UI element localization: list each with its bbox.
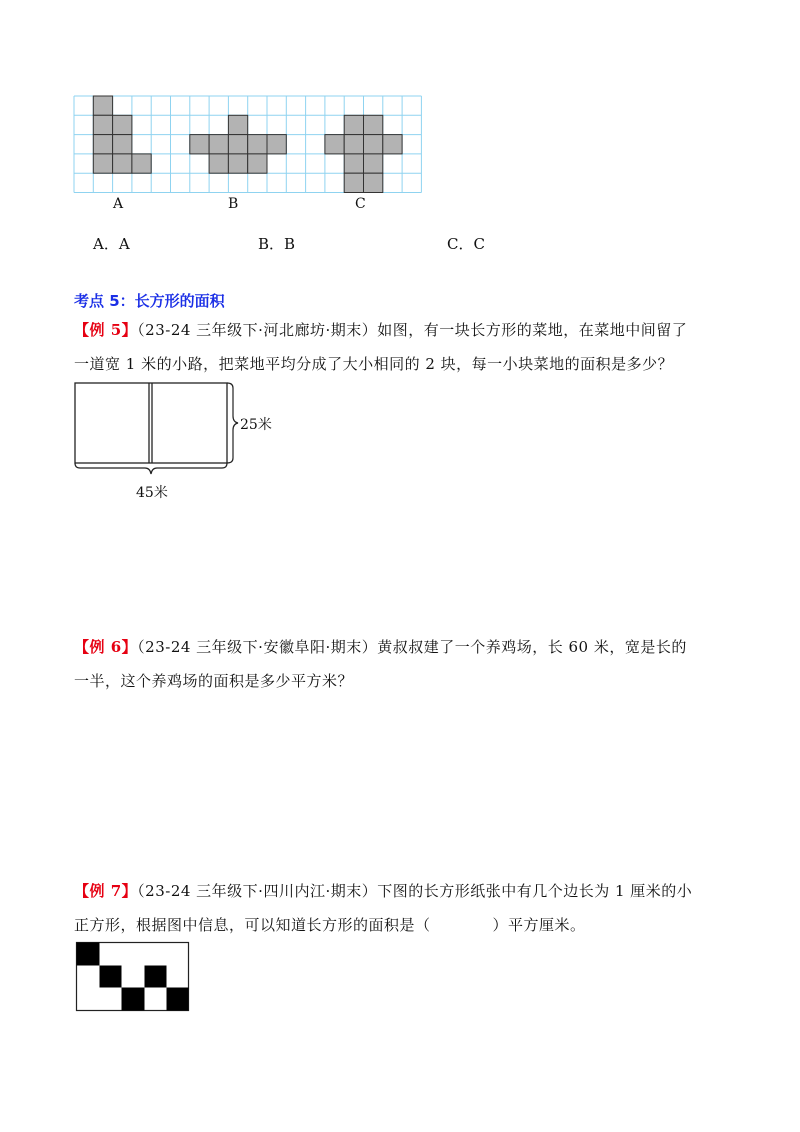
shaded-cell — [228, 115, 247, 134]
shaded-cell — [93, 115, 112, 134]
shaded-cell — [364, 173, 383, 192]
shaded-cell — [248, 135, 267, 154]
shaded-cell — [209, 135, 228, 154]
shape-label-a: A — [113, 196, 124, 212]
shaded-cell — [344, 135, 363, 154]
option-a[interactable]: A．A — [93, 235, 130, 253]
black-square — [167, 988, 189, 1011]
shaded-cell — [364, 154, 383, 173]
width-label: 25米 — [240, 417, 272, 433]
shaded-cell — [113, 154, 132, 173]
example6-line2: 一半，这个养鸡场的面积是多少平方米？ — [74, 672, 354, 690]
shaded-cell — [228, 135, 247, 154]
section-title: 考点 5：长方形的面积 — [74, 292, 225, 310]
black-square — [145, 966, 167, 988]
shaded-cell — [267, 135, 286, 154]
option-c[interactable]: C．C — [447, 235, 485, 253]
example7-line1: （23-24 三年级下·四川内江·期末）下图的长方形纸张中有几个边长为 1 厘米的小 — [137, 882, 693, 900]
shape-c — [325, 115, 402, 192]
field-diagram — [70, 378, 310, 498]
shaded-cell — [113, 135, 132, 154]
shaded-cell — [364, 135, 383, 154]
example6-text — [74, 630, 687, 698]
shaded-cell — [190, 135, 209, 154]
shaded-cell — [93, 154, 112, 173]
shape-label-c: C — [355, 196, 366, 212]
black-square — [122, 988, 145, 1011]
length-label: 45米 — [136, 485, 168, 501]
black-square — [100, 966, 122, 988]
shaded-cell — [364, 115, 383, 134]
width-brace — [227, 383, 238, 463]
shaded-cell — [132, 154, 151, 173]
shaded-cell — [344, 173, 363, 192]
black-square — [77, 943, 100, 966]
length-brace — [75, 463, 227, 474]
shaded-cell — [383, 135, 402, 154]
example6-line1: （23-24 三年级下·安徽阜阳·期末）黄叔叔建了一个养鸡场，长 60 米，宽是长的 — [137, 638, 687, 656]
example5-line2: 一道宽 1 米的小路，把菜地平均分成了大小相同的 2 块，每一小块菜地的面积是多少？ — [74, 355, 674, 373]
field-rect — [75, 383, 227, 463]
shaded-cell — [209, 154, 228, 173]
shape-b — [190, 115, 286, 173]
shaded-cell — [344, 115, 363, 134]
shaded-cell — [325, 135, 344, 154]
shaded-cell — [228, 154, 247, 173]
example5-text — [74, 313, 687, 381]
shape-label-b: B — [228, 196, 239, 212]
shaded-cell — [248, 154, 267, 173]
example5-tag: 【例 5】 — [74, 321, 138, 339]
example5-line1: （23-24 三年级下·河北廊坊·期末）如图，有一块长方形的菜地，在菜地中间留了 — [137, 321, 688, 339]
example7-tag: 【例 7】 — [74, 882, 138, 900]
shaded-cell — [344, 154, 363, 173]
paper-diagram — [76, 942, 192, 1012]
grid-figure — [74, 96, 422, 196]
shaded-cell — [113, 115, 132, 134]
shaded-cell — [93, 135, 112, 154]
example7-text — [74, 874, 692, 942]
shaded-cell — [93, 96, 112, 115]
option-b[interactable]: B．B — [258, 235, 296, 253]
example6-tag: 【例 6】 — [74, 638, 138, 656]
example7-line2: 正方形，根据图中信息，可以知道长方形的面积是（ ）平方厘米。 — [74, 916, 586, 934]
